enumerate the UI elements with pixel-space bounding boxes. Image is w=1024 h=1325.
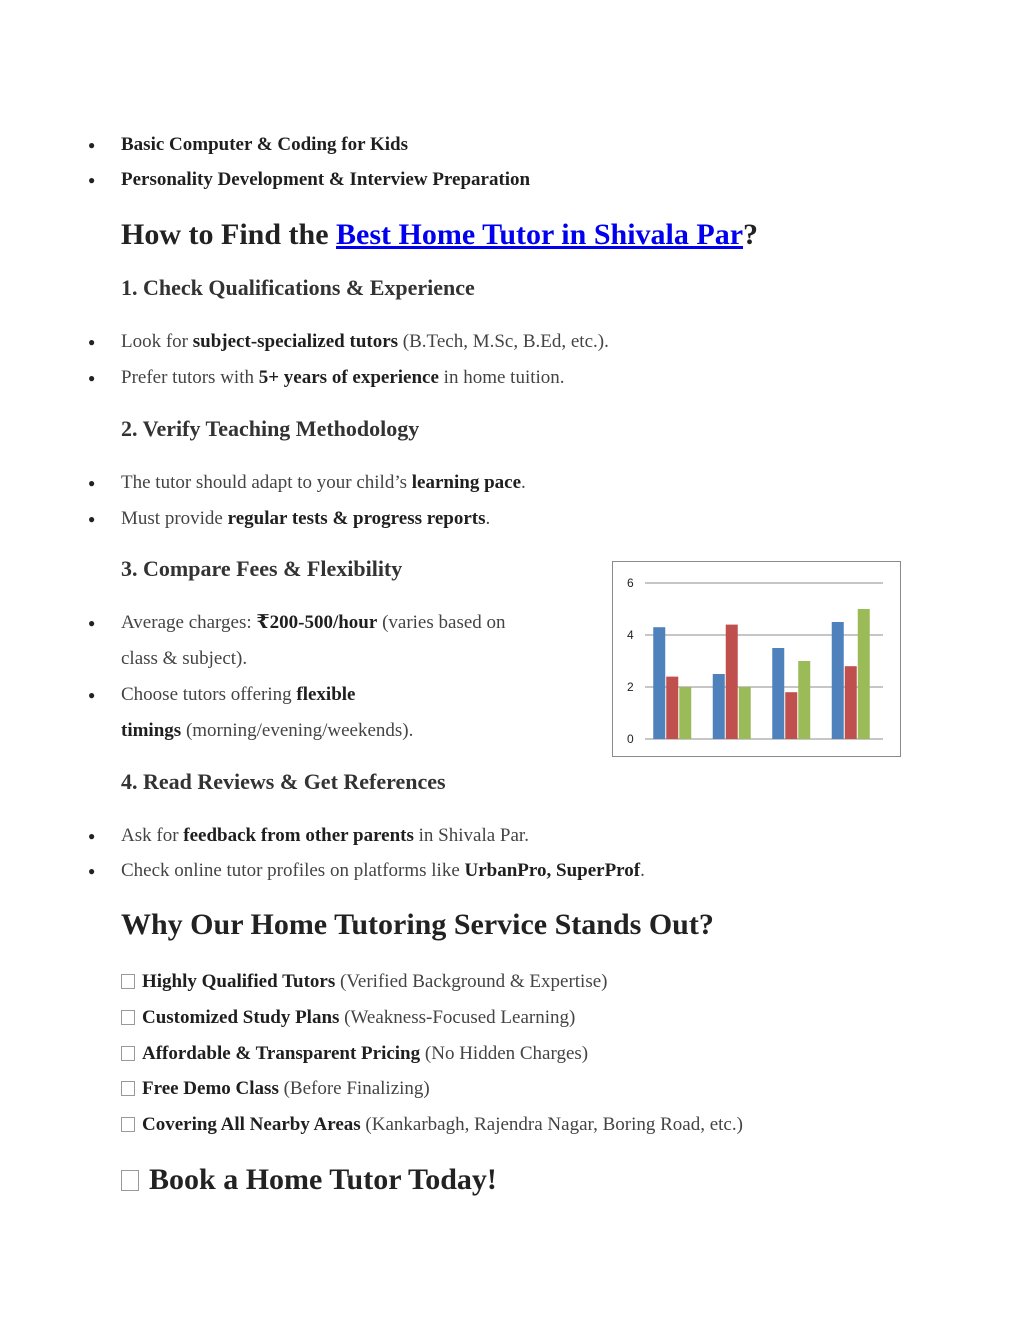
bar: [832, 622, 844, 739]
bar: [798, 661, 810, 739]
list-item: [121, 682, 356, 708]
text-strong: timings: [121, 720, 182, 741]
text-strong: 5+ years of experience: [258, 367, 439, 388]
bar-chart: [612, 561, 901, 757]
list-item: Personality Development & Interview Preparation: [121, 169, 531, 190]
bar: [739, 687, 751, 739]
text: Prefer tutors with: [121, 367, 259, 388]
text: Look for: [121, 331, 193, 352]
text: .: [640, 860, 645, 881]
bullet-dot: ●: [88, 512, 96, 526]
best-home-tutor-link[interactable]: Best Home Tutor in Shivala Par: [336, 218, 744, 251]
list-item: [121, 329, 609, 355]
text-strong: Customized Study Plans: [142, 1007, 340, 1028]
text: (B.Tech, M.Sc, B.Ed, etc.).: [398, 331, 609, 352]
bullet-dot: ●: [88, 829, 96, 843]
text-strong: ₹200-500/hour: [256, 612, 378, 633]
text-strong: feedback from other parents: [183, 825, 414, 846]
bar: [845, 666, 857, 739]
list-item: [121, 858, 645, 884]
text: .: [521, 472, 526, 493]
bullet-dot: ●: [88, 616, 96, 630]
list-item: [121, 506, 490, 532]
bar-chart-svg: [613, 562, 900, 756]
y-tick-label: 0: [627, 732, 634, 746]
section-title: 2. Verify Teaching Methodology: [121, 416, 420, 441]
text-strong: subject-specialized tutors: [192, 331, 399, 352]
text: Must provide: [121, 508, 228, 529]
text-strong: Covering All Nearby Areas: [142, 1114, 361, 1135]
text: (morning/evening/weekends).: [181, 720, 414, 741]
bar: [679, 687, 691, 739]
list-item-continuation: class & subject).: [121, 648, 248, 669]
feature-item: [121, 969, 607, 995]
feature-item: [121, 1041, 588, 1067]
bullet-dot: ●: [88, 138, 96, 152]
book-heading-text: Book a Home Tutor Today!: [149, 1163, 497, 1196]
text: (Verified Background & Expertise): [335, 971, 608, 992]
bullet-dot: ●: [88, 688, 96, 702]
find-heading: [121, 215, 758, 255]
checkbox-glyph-icon: [121, 1010, 135, 1025]
text: Average charges:: [121, 612, 257, 633]
book-heading: [121, 1160, 497, 1200]
text-strong: flexible: [296, 684, 356, 705]
section-title: 3. Compare Fees & Flexibility: [121, 556, 403, 581]
bullet-dot: ●: [88, 173, 96, 187]
checkbox-glyph-icon: [121, 974, 135, 989]
text: Ask for: [121, 825, 184, 846]
text-strong: regular tests & progress reports: [227, 508, 486, 529]
y-tick-label: 6: [627, 576, 634, 590]
checkbox-glyph-icon: [121, 1046, 135, 1061]
text: (varies based on: [377, 612, 506, 633]
text-strong: Free Demo Class: [142, 1078, 279, 1099]
heading-text: How to Find the: [121, 218, 337, 251]
text-strong: UrbanPro, SuperProf: [464, 860, 641, 881]
text: in Shivala Par.: [413, 825, 529, 846]
why-heading: Why Our Home Tutoring Service Stands Out?: [121, 908, 714, 941]
bullet-dot: ●: [88, 335, 96, 349]
checkbox-glyph-icon: [121, 1081, 135, 1096]
checkbox-glyph-icon: [121, 1117, 135, 1132]
section-title: 1. Check Qualifications & Experience: [121, 275, 475, 300]
feature-item: [121, 1005, 575, 1031]
y-tick-label: 2: [627, 680, 634, 694]
y-tick-label: 4: [627, 628, 634, 642]
bar: [666, 677, 678, 739]
bar: [726, 625, 738, 739]
list-item: [121, 823, 529, 849]
text: in home tuition.: [438, 367, 565, 388]
feature-item: [121, 1076, 430, 1102]
text: Check online tutor profiles on platforms like: [121, 860, 465, 881]
text: (Before Finalizing): [278, 1078, 430, 1099]
section-title: 4. Read Reviews & Get References: [121, 769, 446, 794]
bullet-dot: ●: [88, 371, 96, 385]
list-item-continuation: [121, 718, 413, 744]
text: .: [485, 508, 491, 529]
text: (Weakness-Focused Learning): [339, 1007, 576, 1028]
bar: [772, 648, 784, 739]
text-strong: Highly Qualified Tutors: [142, 971, 336, 992]
bullet-dot: ●: [88, 864, 96, 878]
feature-item: [121, 1112, 743, 1138]
checkbox-glyph-icon: [121, 1170, 139, 1191]
text: The tutor should adapt to your child’s: [121, 472, 412, 493]
text: (No Hidden Charges): [420, 1043, 589, 1064]
bar: [785, 692, 797, 739]
list-item: [121, 610, 506, 636]
bar: [713, 674, 725, 739]
text: (Kankarbagh, Rajendra Nagar, Boring Road, etc.): [360, 1114, 743, 1135]
list-item: Basic Computer & Coding for Kids: [121, 134, 408, 155]
text-strong: Affordable & Transparent Pricing: [142, 1043, 421, 1064]
list-item: [121, 365, 565, 391]
text-strong: learning pace: [411, 472, 522, 493]
text: Choose tutors offering: [121, 684, 297, 705]
bar: [653, 627, 665, 739]
heading-text: ?: [743, 218, 759, 251]
bullet-dot: ●: [88, 476, 96, 490]
list-item: [121, 470, 526, 496]
bar: [858, 609, 870, 739]
